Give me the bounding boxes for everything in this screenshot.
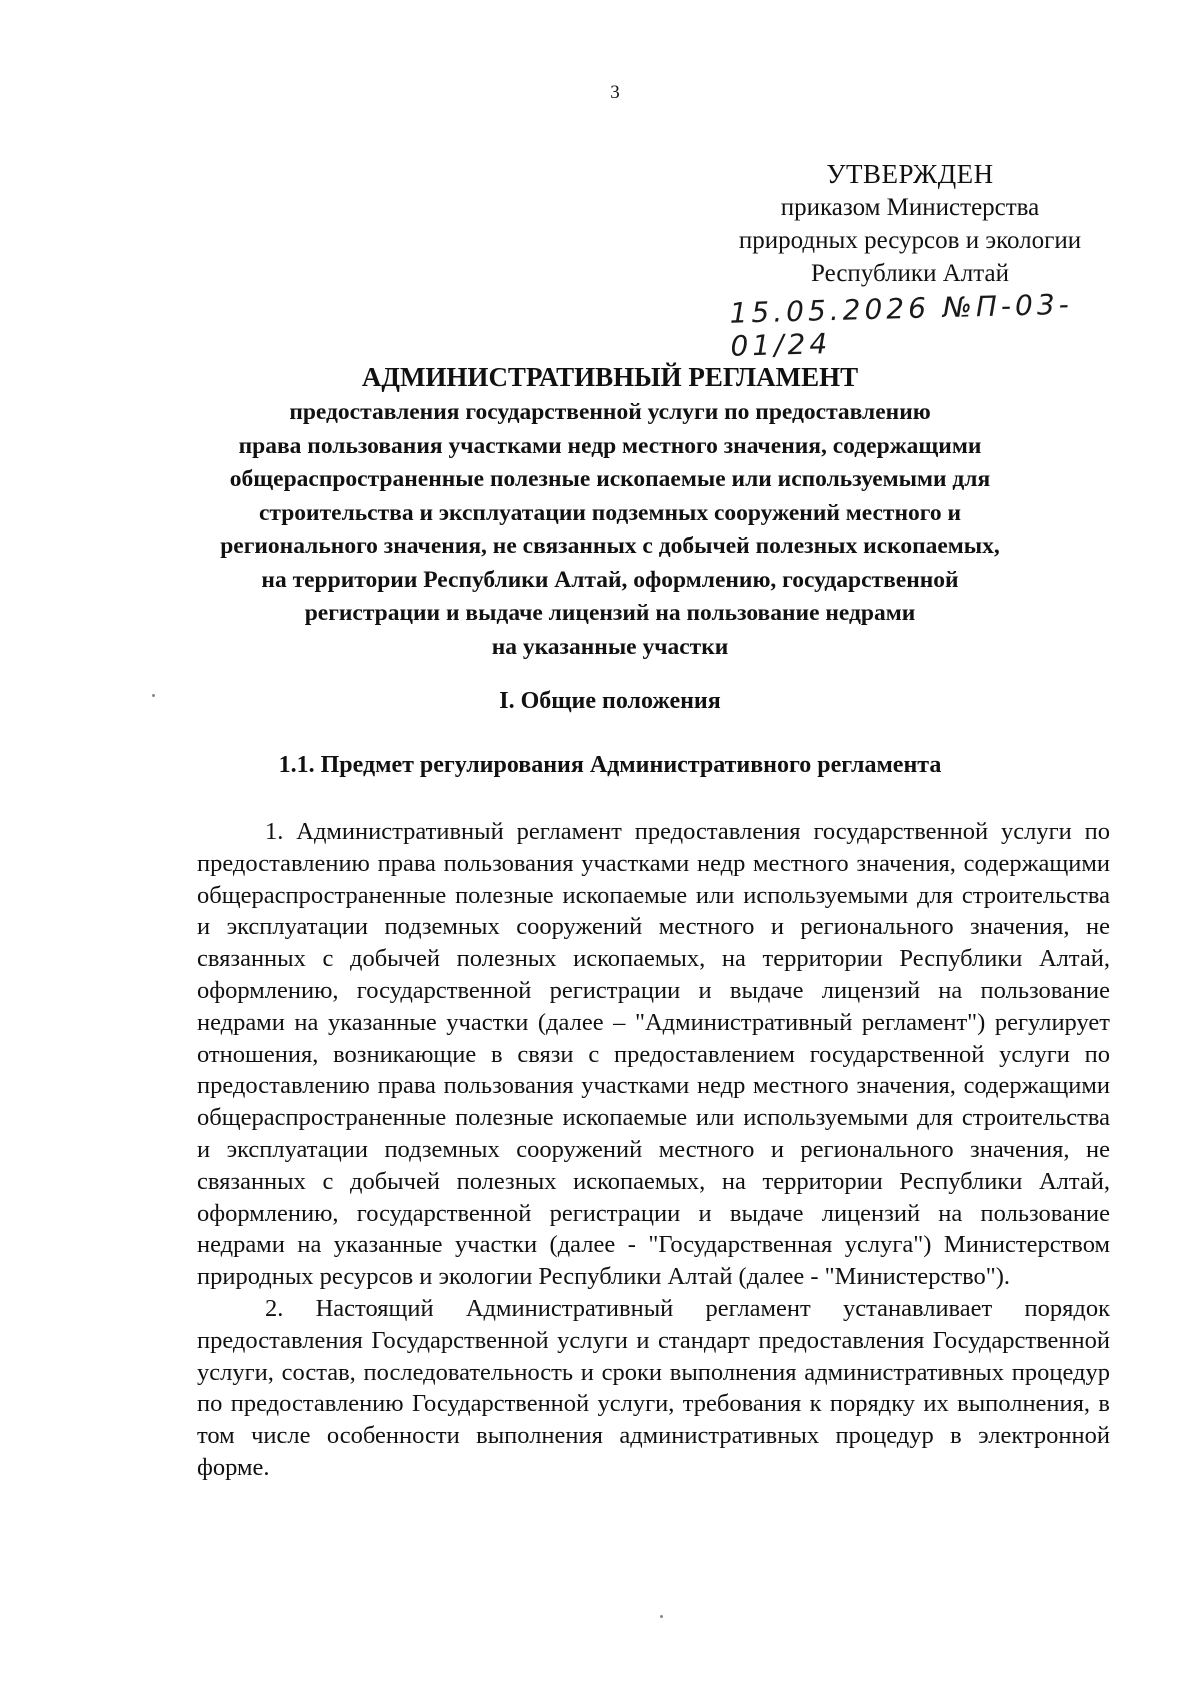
scan-artifact bbox=[152, 694, 155, 697]
paragraph-2: 2. Настоящий Административный регламент устанавливает порядок предоставления Государственной услуги и стандарт предоставления Государственной услуги, состав, последовательность и сроки выполнения административных процедур по предоставлению Государственной услуги, требования к порядку их выполнения, в том числе особенности выполнения административных процедур в электронной форме. bbox=[197, 1294, 1110, 1481]
document-title bbox=[130, 358, 1090, 664]
document-title-line: предоставления государственной услуги по предоставлению bbox=[289, 399, 931, 425]
paragraph-1: 1. Административный регламент предоставления государственной услуги по предоставлению права пользования участками недр местного значения, содержащими общераспространенные полезные ископаемые или используемыми для строительства и эксплуатации подземных сооружений местного и регионального значения, не связанных с добычей полезных ископаемых, на территории Республики Алтай, оформлению, государственной регистрации и выдаче лицензий на пользование недрами на указанные участки (далее – "Административный регламент") регулирует отношения, возникающие в связи с предоставлением государственной услуги по предоставлению права пользования участками недр местного значения, содержащими общераспространенные полезные ископаемые или используемыми для строительства и эксплуатации подземных сооружений местного и регионального значения, не связанных с добычей полезных ископаемых, на территории Республики Алтай, оформлению, государственной регистрации и выдаче лицензий на пользование недрами на указанные участки (далее - "Государственная услуга") Министерством природных ресурсов и экологии Республики Алтай (далее - "Министерство"). bbox=[197, 818, 1110, 1291]
approval-line-2: природных ресурсов и экологии bbox=[738, 227, 1082, 254]
document-title-line: строительства и эксплуатации подземных сооружений местного и bbox=[258, 499, 962, 526]
approval-title: УТВЕРЖДЕН bbox=[826, 159, 994, 189]
document-title-line: на указанные участки bbox=[491, 633, 729, 660]
document-title-main: АДМИНИСТРАТИВНЫЙ РЕГЛАМЕНТ bbox=[361, 362, 859, 392]
section-heading: I. Общие положения bbox=[499, 688, 721, 714]
document-title-line: на территории Республики Алтай, оформлению, государственной bbox=[261, 566, 959, 593]
document-title-line: права пользования участками недр местного значения, содержащими bbox=[238, 432, 982, 459]
approval-stamp bbox=[700, 158, 1120, 363]
body-text bbox=[197, 816, 1110, 1484]
document-title-line: общераспространенные полезные ископаемые или используемыми для bbox=[229, 466, 991, 492]
handwritten-order-number: 15.05.2026 №П-03-01/24 bbox=[729, 287, 1074, 363]
document-title-line: регистрации и выдаче лицензий на пользование недрами bbox=[304, 600, 916, 626]
section-subheading: 1.1. Предмет регулирования Административного регламента bbox=[278, 752, 942, 778]
approval-line-1: приказом Министерства bbox=[780, 194, 1040, 221]
page-number: 3 bbox=[610, 82, 620, 103]
document-title-line: регионального значения, не связанных с добычей полезных ископаемых, bbox=[220, 533, 1000, 559]
scan-artifact bbox=[660, 1615, 663, 1618]
approval-line-3: Республики Алтай bbox=[811, 260, 1009, 287]
